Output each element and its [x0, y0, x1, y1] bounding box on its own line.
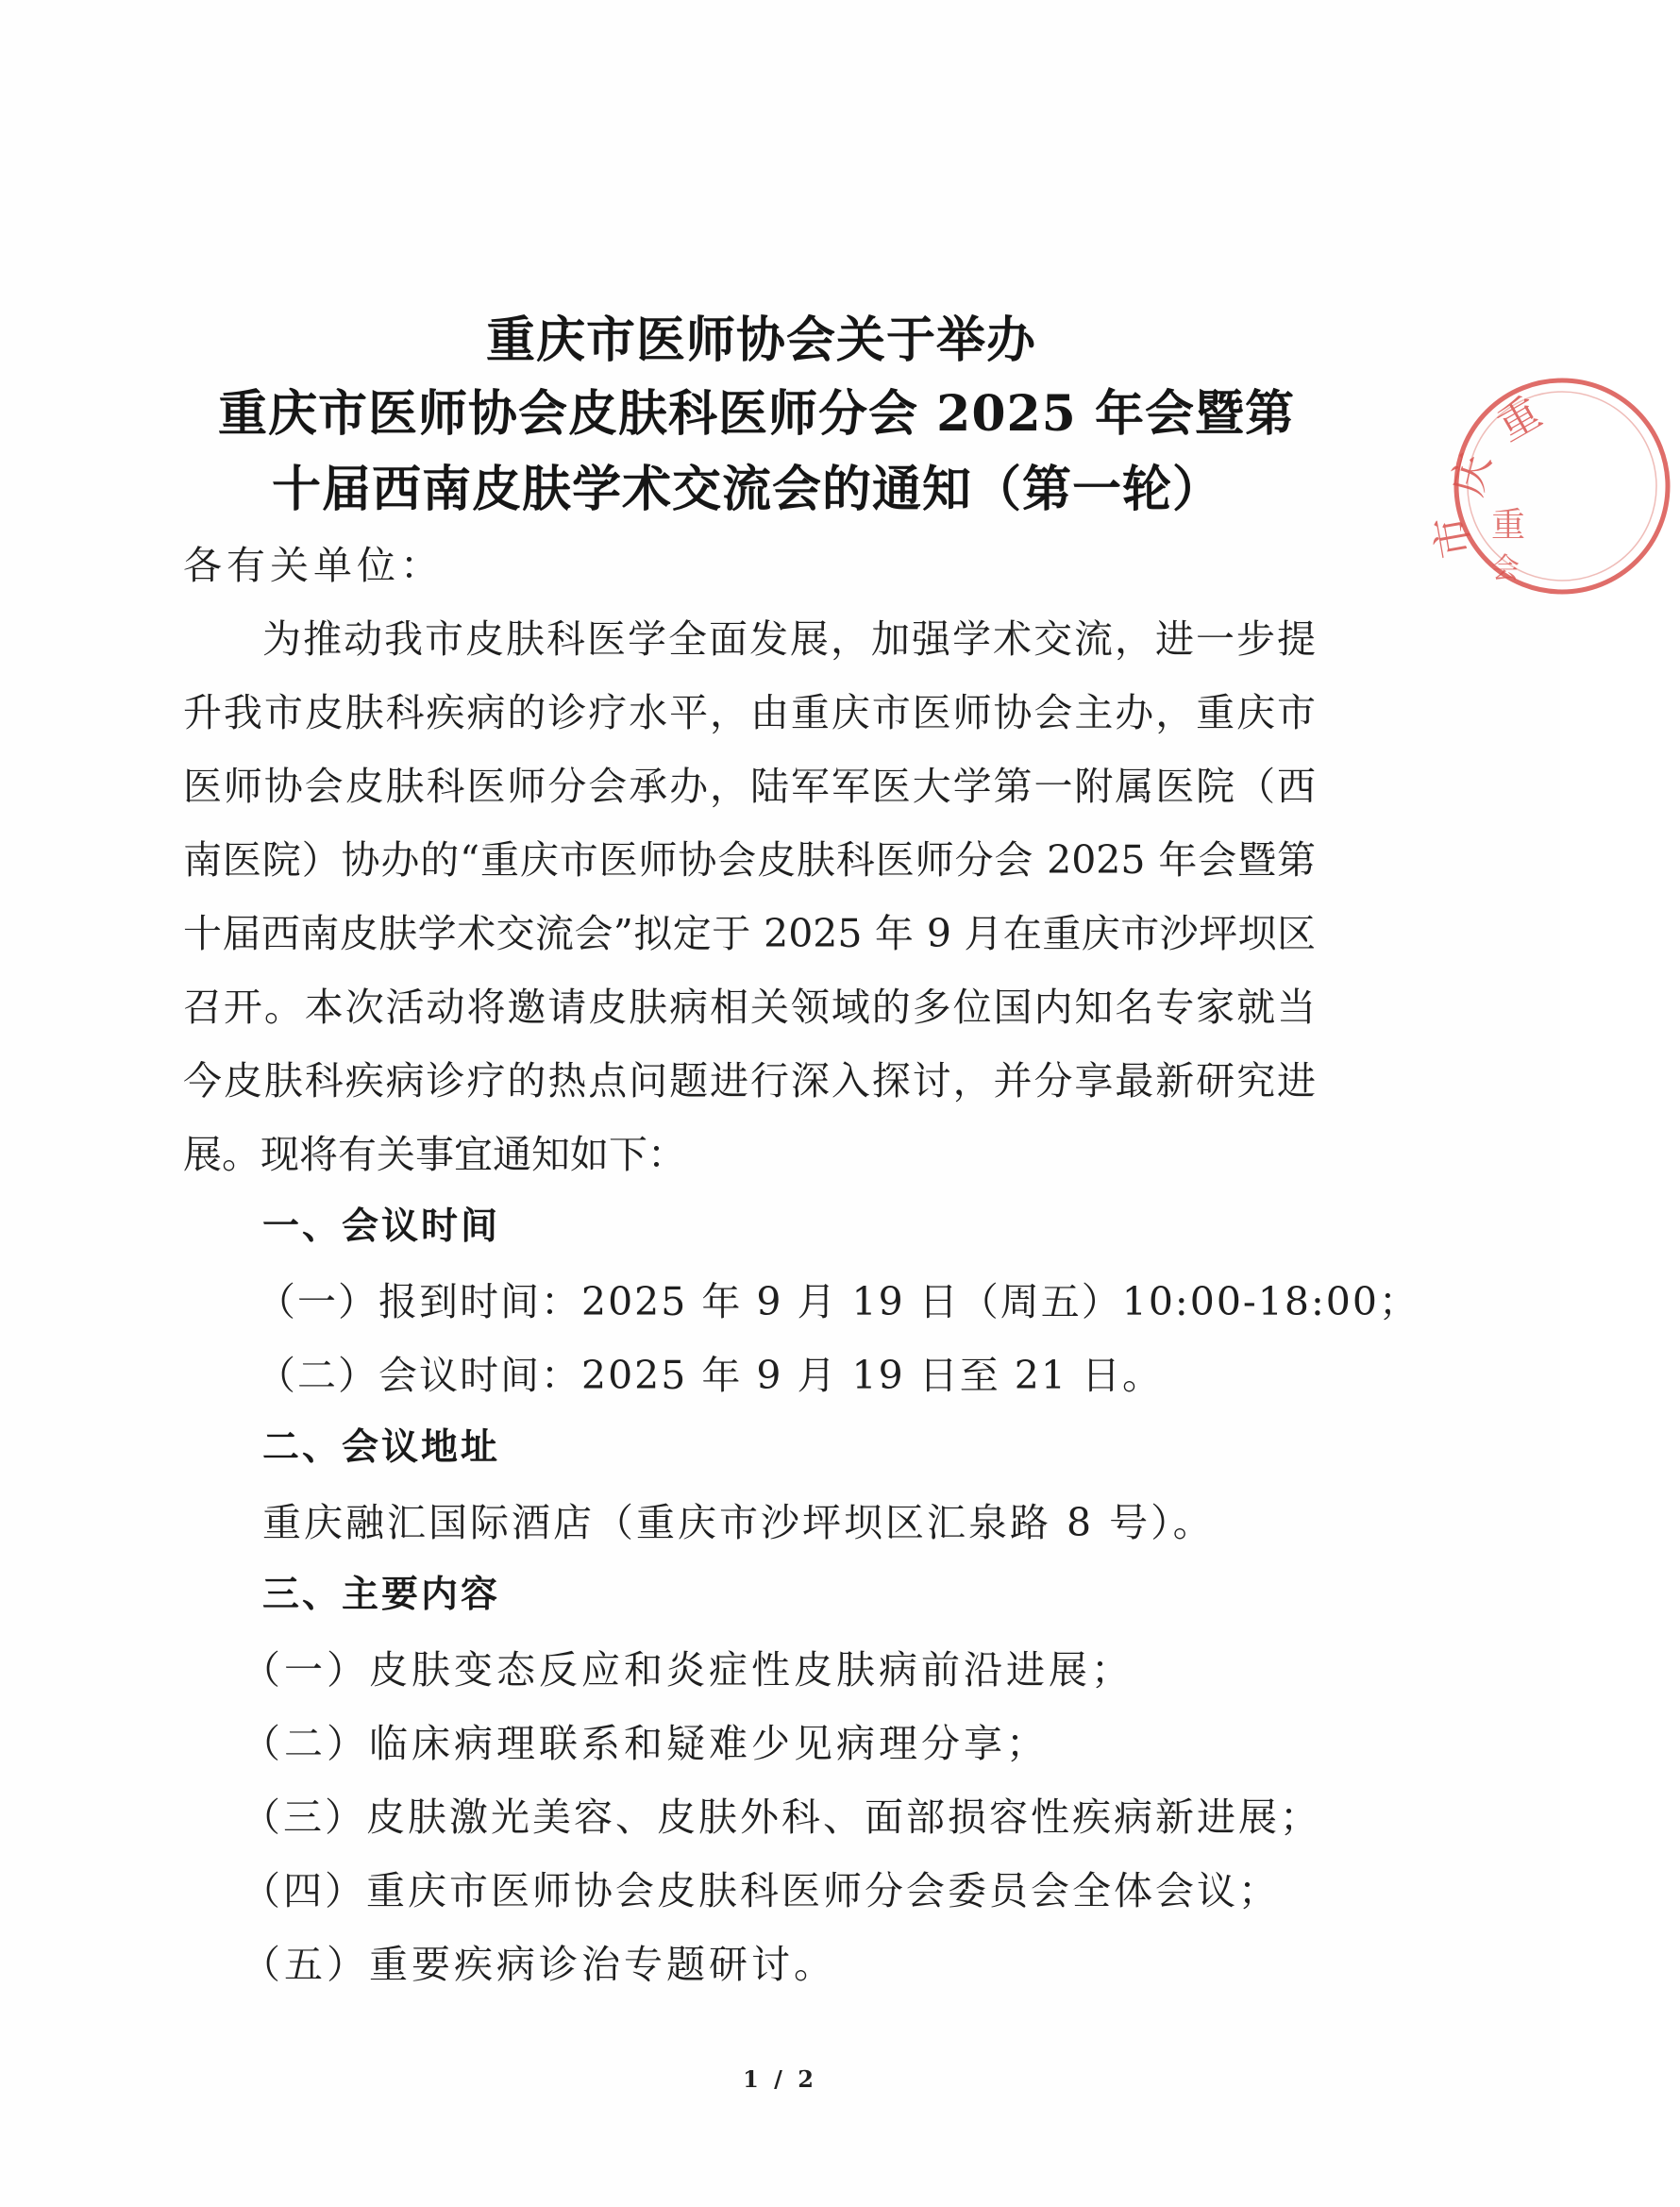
section-heading-main-content: 三、主要内容: [262, 1574, 501, 1616]
section-heading-meeting-address: 二、会议地址: [262, 1426, 501, 1469]
intro-paragraph-line: 为推动我市皮肤科医学全面发展，加强学术交流，进一步提: [262, 616, 1316, 662]
section-heading-meeting-time: 一、会议时间: [262, 1205, 501, 1248]
meeting-time-item: （一）报到时间：2025 年 9 月 19 日（周五）10:00-18:00；: [257, 1279, 1420, 1324]
meeting-time-item: （二）会议时间：2025 年 9 月 19 日至 21 日。: [257, 1353, 1163, 1398]
page-number: 1 / 2: [743, 2065, 817, 2093]
salutation: 各有关单位：: [183, 543, 444, 588]
intro-paragraph-line: 升我市皮肤科疾病的诊疗水平，由重庆市医师协会主办，重庆市: [183, 690, 1316, 735]
main-content-item: （二）临床病理联系和疑难少见病理分享；: [242, 1721, 1049, 1766]
main-content-item: （一）皮肤变态反应和炎症性皮肤病前沿进展；: [242, 1647, 1134, 1693]
document-title-line-3: 十届西南皮肤学术交流会的通知（第一轮）: [271, 461, 1222, 518]
intro-paragraph-line: 今皮肤科疾病诊疗的热点问题进行深入探讨，并分享最新研究进: [183, 1058, 1316, 1104]
svg-text:会: 会: [1491, 552, 1520, 585]
meeting-address-text: 重庆融汇国际酒店（重庆市沙坪坝区汇泉路 8 号）。: [262, 1500, 1215, 1545]
svg-text:重: 重: [1489, 388, 1550, 451]
intro-paragraph-line: 十届西南皮肤学术交流会”拟定于 2025 年 9 月在重庆市沙坪坝区: [183, 911, 1316, 956]
official-seal-stamp: [1425, 368, 1680, 604]
intro-paragraph-line: 展。现将有关事宜通知如下：: [183, 1132, 686, 1177]
main-content-item: （五）重要疾病诊治专题研讨。: [242, 1942, 836, 1987]
intro-paragraph-line: 南医院）协办的“重庆市医师协会皮肤科医师分会 2025 年会暨第: [183, 837, 1316, 883]
main-content-item: （四）重庆市医师协会皮肤科医师分会委员会全体会议；: [242, 1868, 1280, 1913]
svg-text:重: 重: [1491, 506, 1526, 545]
intro-paragraph-line: 医师协会皮肤科医师分会承办，陆军军医大学第一附属医院（西: [183, 764, 1316, 809]
svg-text:庆: 庆: [1443, 448, 1502, 501]
document-title-line-2: 重庆市医师协会皮肤科医师分会 2025 年会暨第: [218, 385, 1295, 443]
document-title-line-1: 重庆市医师协会关于举办: [485, 312, 1036, 369]
main-content-item: （三）皮肤激光美容、皮肤外科、面部损容性疾病新进展；: [242, 1794, 1321, 1840]
intro-paragraph-line: 召开。本次活动将邀请皮肤病相关领域的多位国内知名专家就当: [183, 985, 1316, 1030]
svg-text:市: 市: [1425, 512, 1481, 562]
